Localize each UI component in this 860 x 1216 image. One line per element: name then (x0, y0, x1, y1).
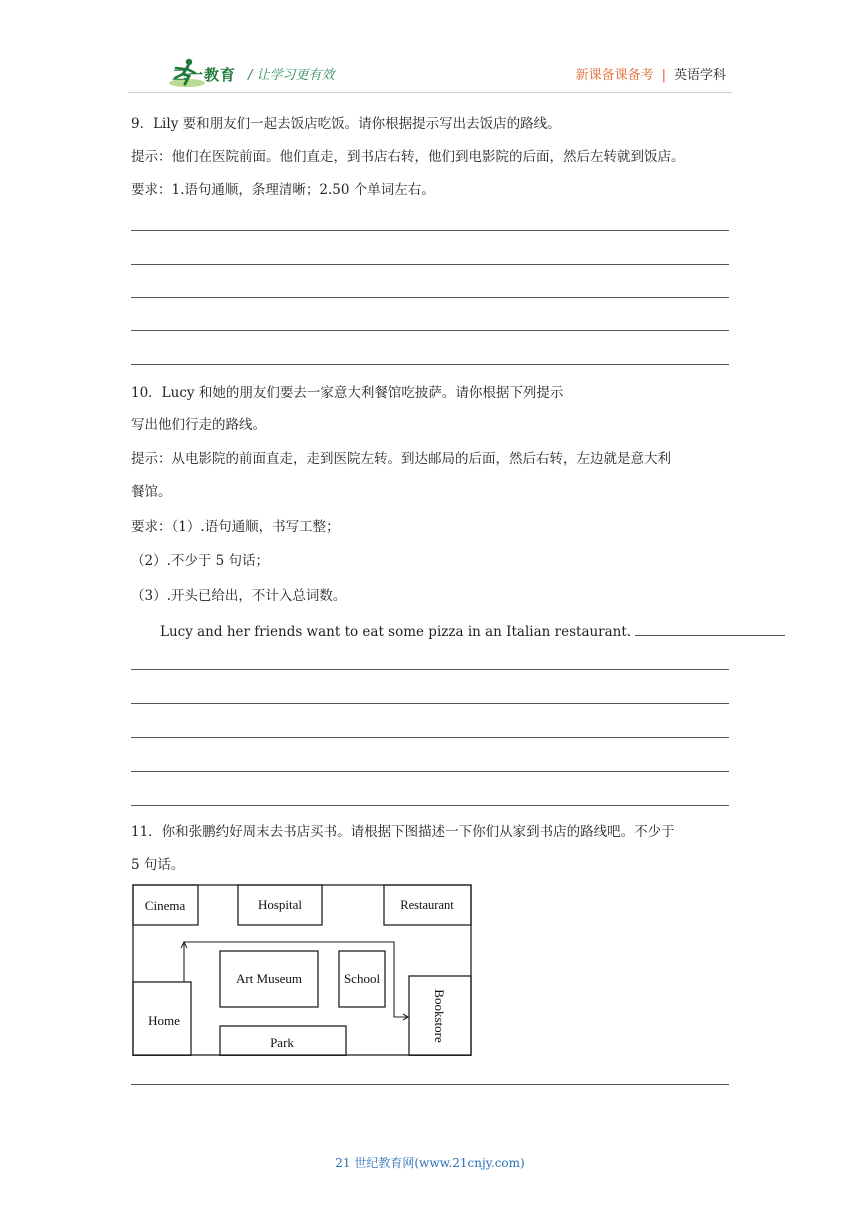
answer-line (131, 264, 729, 265)
answer-line (131, 1084, 729, 1085)
q10-req-2: （2）.不少于 5 句话； (131, 553, 270, 569)
map-label-school: School (343, 971, 381, 986)
answer-line (131, 364, 729, 365)
map-label-cinema: Cinema (144, 898, 186, 913)
answer-line (131, 230, 729, 231)
header-separator: | (661, 68, 666, 83)
page-header (128, 56, 732, 93)
q11-title: 11．你和张鹏约好周末去书店买书。请根据下图描述一下你们从家到书店的路线吧。不少于 (131, 824, 675, 840)
q10-title-cont: 写出他们行走的路线。 (131, 417, 266, 433)
q9-title: 9．Lily 要和朋友们一起去饭店吃饭。请你根据提示写出去饭店的路线。 (131, 116, 561, 132)
answer-line (131, 703, 729, 704)
q9-requirement: 要求：1.语句通顺，条理清晰；2.50 个单词左右。 (131, 182, 435, 198)
slogan: / 让学习更有效 (248, 68, 335, 83)
answer-line (131, 771, 729, 772)
q10-start-text: Lucy and her friends want to eat some pizza in an Italian restaurant. (160, 624, 632, 640)
q10-hint-cont: 餐馆。 (131, 484, 172, 500)
q10-title: 10．Lucy 和她的朋友们要去一家意大利餐馆吃披萨。请你根据下列提示 (131, 385, 564, 401)
map-label-home: Home (148, 1013, 180, 1028)
q10-req-3: （3）.开头已给出，不计入总词数。 (131, 588, 347, 604)
header-course-text: 新课备课备考 (575, 68, 654, 83)
q10-start-sentence (160, 621, 785, 642)
q10-hint: 提示：从电影院的前面直走，走到医院左转。到达邮局的后面，然后右转，左边就是意大利 (131, 451, 671, 467)
map-label-restaurant: Restaurant (400, 898, 454, 912)
answer-line (131, 805, 729, 806)
map-label-art-museum: Art Museum (235, 971, 303, 986)
answer-line (131, 737, 729, 738)
answer-blank[interactable] (635, 621, 785, 636)
q11-title-cont: 5 句话。 (131, 857, 185, 873)
map-label-bookstore: Bookstore (432, 989, 447, 1043)
q9-hint: 提示：他们在医院前面。他们直走，到书店右转，他们到电影院的后面，然后左转就到饭店。 (131, 149, 685, 165)
answer-line (131, 297, 729, 298)
map-label-park: Park (270, 1035, 294, 1050)
route-map (132, 884, 472, 1056)
answer-line (131, 330, 729, 331)
answer-line (131, 669, 729, 670)
page-footer: 21 世纪教育网(www.21cnjy.com) (335, 1156, 525, 1170)
q10-req-1: 要求：（1）.语句通顺，书写工整； (131, 519, 340, 535)
map-label-hospital: Hospital (257, 897, 303, 912)
header-subject-text: 英语学科 (673, 68, 726, 83)
header-right (576, 64, 726, 83)
logo-text: 二一教育 (172, 66, 237, 84)
